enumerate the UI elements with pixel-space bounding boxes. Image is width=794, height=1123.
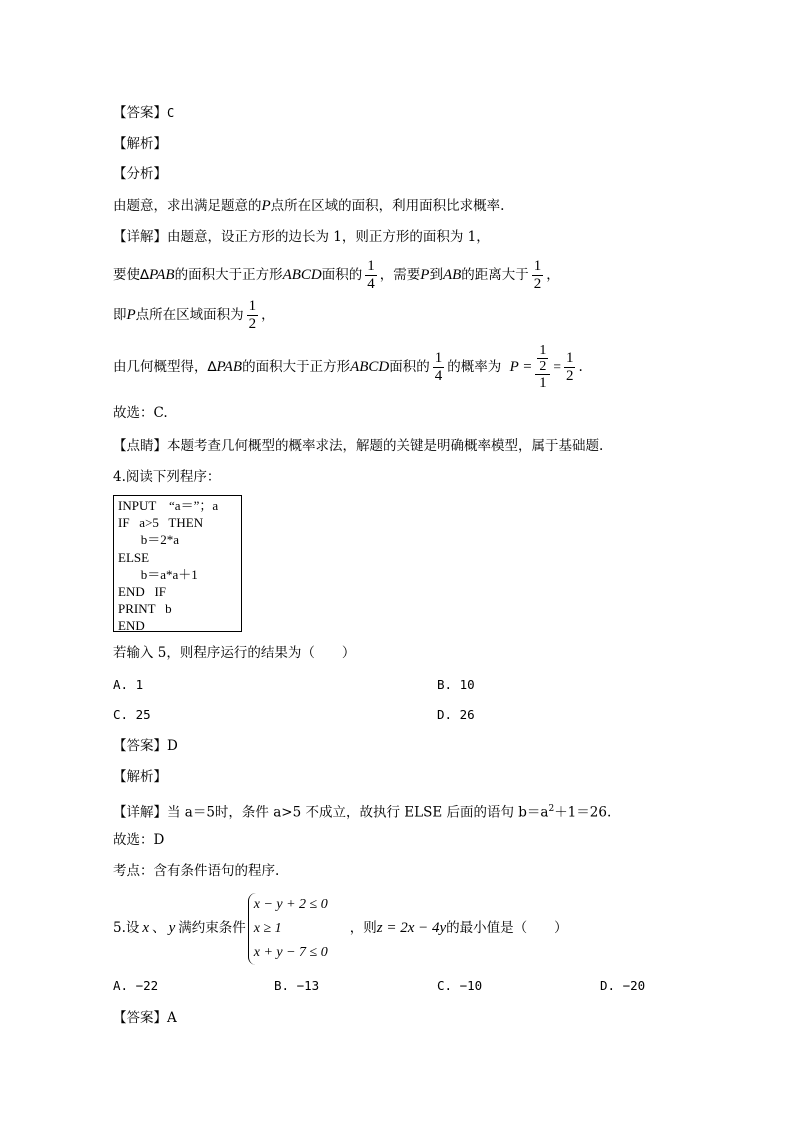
text-segment: 5.设 xyxy=(113,920,140,936)
text-segment: ，则 xyxy=(349,920,377,936)
text-segment: 由题意，求出满足题意的 xyxy=(113,198,262,214)
q4-detail xyxy=(113,799,611,823)
q3-fenxi: 【分析】 xyxy=(113,166,167,182)
text-segment: 的概率为 xyxy=(447,359,502,375)
text-segment: 点所在区域面积为 xyxy=(135,307,244,323)
q3-jiexi: 【解析】 xyxy=(113,136,167,152)
q4-stem: 4.阅读下列程序： xyxy=(113,469,221,485)
code-line: END xyxy=(118,618,145,634)
text-segment: 面积的 xyxy=(321,267,363,283)
q4-jiexi: 【解析】 xyxy=(113,769,167,785)
code-line: INPUT “a＝”；a xyxy=(118,498,219,513)
text-segment: 要使 xyxy=(113,267,140,283)
math-var: P xyxy=(261,198,271,214)
fraction: $\frac{1}{2}$ xyxy=(533,258,542,292)
option-b: B. −13 xyxy=(274,978,320,993)
triangle-symbol: ∆ xyxy=(140,267,150,283)
code-line: IF a>5 THEN xyxy=(118,515,204,531)
fraction: $\frac{1}{2}$ xyxy=(565,350,574,384)
text-segment: 面积的 xyxy=(389,359,430,375)
text-segment: 点所在区域的面积，利用面积比求概率. xyxy=(270,198,505,214)
text-segment: 即 xyxy=(113,307,127,323)
option-d: D. −20 xyxy=(600,978,646,993)
fraction: $\frac{1}{2}$ xyxy=(539,343,547,374)
comment-label: 【点睛】 xyxy=(113,438,167,454)
q3-detail xyxy=(113,227,490,247)
fraction: $\frac{1}{2}$ xyxy=(248,298,257,332)
option-c: C. 25 xyxy=(113,707,151,722)
text-segment: . xyxy=(578,359,583,375)
answer-label: 【答案】 xyxy=(113,105,167,121)
superscript: 2 xyxy=(548,804,555,814)
q3-fenxi-text xyxy=(113,196,504,216)
q4-kaodian: 考点：含有条件语句的程序. xyxy=(113,863,280,879)
detail-text: ＋1＝26. xyxy=(554,804,612,821)
q3-line2 xyxy=(113,296,275,334)
math-var: P xyxy=(126,307,136,323)
answer-value: C xyxy=(167,106,175,120)
math-expression: z = 2x − 4y xyxy=(376,920,447,936)
q5-stem xyxy=(113,890,568,966)
math-var: P xyxy=(420,267,430,283)
math-var: AB xyxy=(442,267,462,283)
equals-sign: = xyxy=(553,359,561,374)
math-expression: P = xyxy=(509,359,533,375)
triangle-symbol: ∆ xyxy=(207,359,217,375)
text-segment: ，需要 xyxy=(379,267,421,283)
option-a: A. −22 xyxy=(113,978,159,993)
q3-choice: 故选：C. xyxy=(113,405,168,421)
text-segment: 的面积大于正方形 xyxy=(242,359,351,375)
text-segment: 、 xyxy=(152,920,166,936)
q3-comment xyxy=(113,436,603,456)
option-d: D. 26 xyxy=(437,707,475,722)
constraint: x ≥ 1 xyxy=(253,920,282,936)
math-var: PAB xyxy=(149,267,175,283)
math-var: ABCD xyxy=(350,359,390,375)
option-a: A. 1 xyxy=(113,677,144,692)
fraction: $\frac{1}{4}$ xyxy=(434,350,443,384)
text-segment: 的最小值是（ ） xyxy=(446,920,568,936)
q4-choice: 故选：D xyxy=(113,832,165,848)
text-segment: 满约束条件 xyxy=(178,920,246,936)
q4-answer: 【答案】D xyxy=(113,738,178,754)
compound-fraction: $\frac{\frac{1}{2}}{1}$ xyxy=(535,343,550,392)
detail-label: 【详解】 xyxy=(113,229,167,245)
constraint: x − y + 2 ≤ 0 xyxy=(253,896,328,912)
constraint-system xyxy=(248,893,328,965)
text-segment: 的面积大于正方形 xyxy=(174,267,283,283)
text-segment: ， xyxy=(546,267,560,283)
option-b: B. 10 xyxy=(437,677,475,692)
detail-text: 当 a＝5时，条件 a>5 不成立，故执行 ELSE 后面的语句 b＝a xyxy=(167,804,549,821)
q4-question: 若输入 5，则程序运行的结果为（ ） xyxy=(113,645,356,661)
text-segment: ， xyxy=(261,307,275,323)
fraction: $\frac{1}{4}$ xyxy=(367,258,375,292)
detail-label: 【详解】 xyxy=(113,804,167,821)
code-line: b＝2*a xyxy=(118,532,180,548)
option-c: C. −10 xyxy=(437,978,483,993)
text-segment: 由几何概型得， xyxy=(113,359,208,375)
math-var: y xyxy=(168,920,176,936)
comment-text: 本题考查几何概型的概率求法，解题的关键是明确概率模型，属于基础题. xyxy=(167,438,604,454)
code-line: b＝a*a＋1 xyxy=(118,566,198,582)
detail-text: 由题意，设正方形的边长为 1，则正方形的面积为 1， xyxy=(167,229,490,245)
math-var: x xyxy=(142,920,150,936)
q3-answer xyxy=(113,103,174,123)
math-var: PAB xyxy=(216,359,243,375)
code-line: PRINT b xyxy=(118,601,172,617)
q3-line1 xyxy=(113,256,560,294)
text-segment: 到 xyxy=(429,267,443,283)
program-code-box xyxy=(113,495,242,632)
q3-line3 xyxy=(113,338,583,396)
code-line: ELSE xyxy=(118,549,150,565)
code-line: END IF xyxy=(118,583,167,599)
math-var: ABCD xyxy=(282,267,322,283)
q5-answer: 【答案】A xyxy=(113,1010,177,1026)
text-segment: 的距离大于 xyxy=(461,267,529,283)
constraint: x + y − 7 ≤ 0 xyxy=(253,944,328,960)
